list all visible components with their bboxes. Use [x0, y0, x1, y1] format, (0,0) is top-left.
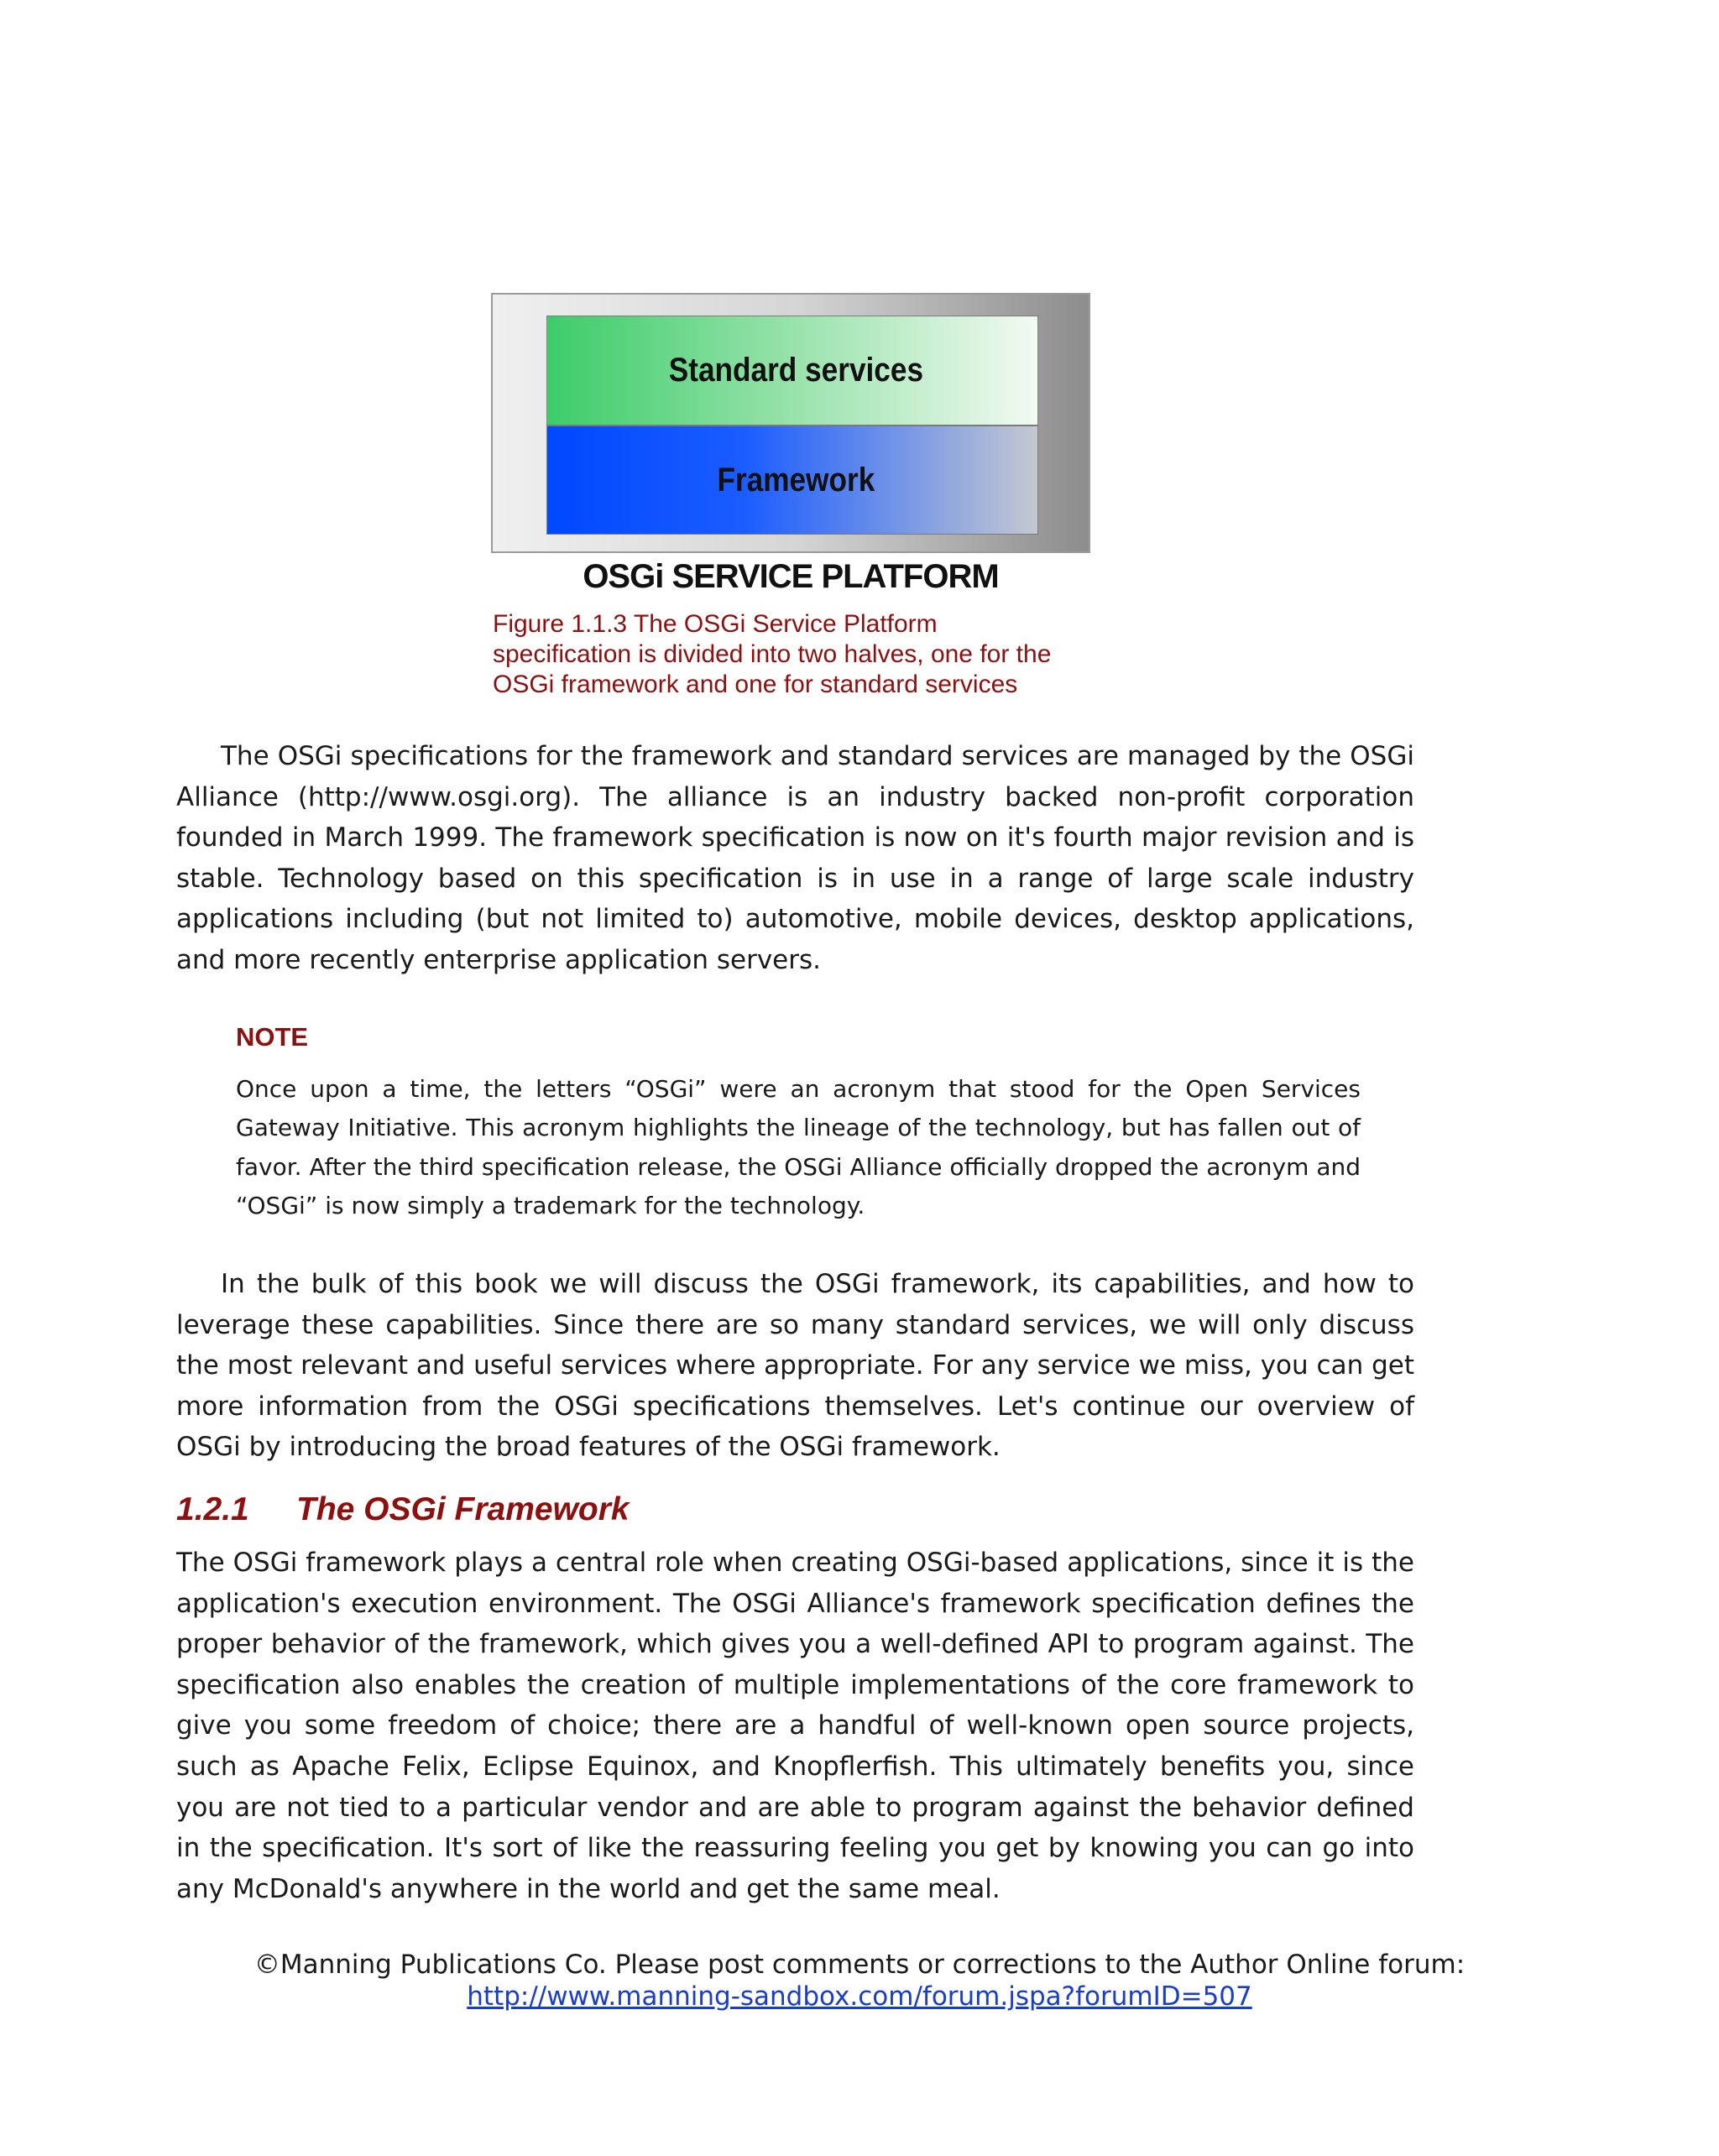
section-number: 1.2.1: [176, 1491, 249, 1527]
paragraph-framework: The OSGi framework plays a central role when creating OSGi-based applications, since it is the application's execution environment. The OSGi Alliance's framework specification defines the proper behavior of the framework, which gives you a well-defined API to program against. The specification also enables the creation of multiple implementations of the core framework to give you some freedom of choice; there are a handful of well-known open source projects, such as Apache Felix, Eclipse Equinox, and Knopflerfish. This ultimately benefits you, since you are not tied to a particular vendor and are able to program against the behavior defined in the specification. It's sort of like the reassuring feeling you get by knowing you can go into any McDonald's anywhere in the world and get the same meal.: [176, 1548, 1414, 1904]
framework-label: Framework: [717, 461, 875, 499]
standard-services-layer: [546, 316, 1038, 425]
note-title: NOTE: [236, 1022, 309, 1052]
section-title: The OSGi Framework: [296, 1491, 630, 1527]
osgi-platform-diagram: [491, 293, 1090, 553]
framework-layer: [546, 425, 1038, 535]
section-heading: [176, 1491, 630, 1528]
standard-services-label: Standard services: [668, 352, 924, 389]
caption-line: Figure 1.1.3 The OSGi Service Platform: [493, 610, 938, 638]
figure-caption: [493, 609, 1114, 700]
caption-line: OSGi framework and one for standard services: [493, 671, 1018, 698]
note-body: Once upon a time, the letters “OSGi” were an acronym that stood for the Open Services Gateway Initiative. This acronym highlights the lineage of the technology, but has fallen out of favor. After the third specification release, the OSGi Alliance officially dropped the acronym and “OSGi” is now simply a trademark for the technology.: [236, 1075, 1361, 1220]
paragraph-book-overview: In the bulk of this book we will discuss the OSGi framework, its capabilities, and how to leverage these capabilities. Since there are so many standard services, we will only discuss the most relevant and useful services where appropriate. For any service we miss, you can get more information from the OSGi specifications themselves. Let's continue our overview of OSGi by introducing the broad features of the OSGi framework.: [176, 1269, 1414, 1463]
caption-line: specification is divided into two halves, one for the: [493, 640, 1052, 668]
platform-label: OSGi SERVICE PLATFORM: [583, 558, 999, 595]
paragraph-alliance: The OSGi specifications for the framework and standard services are managed by the OSGi Alliance (http://www.osgi.org). The alliance is an industry backed non-profit corporation founded in March 1999. The framework specification is now on it's fourth major revision and is stable. Technology based on this specification is in use in a range of large scale industry applications including (but not limited to) automotive, mobile devices, desktop applications, and more recently enterprise application servers.: [176, 741, 1414, 975]
forum-link[interactable]: http://www.manning-sandbox.com/forum.jspa?forumID=507: [467, 1981, 1252, 2012]
page-footer: [126, 1949, 1593, 2012]
footer-copyright: ©Manning Publications Co. Please post comments or corrections to the Author Online forum:: [253, 1950, 1466, 1980]
